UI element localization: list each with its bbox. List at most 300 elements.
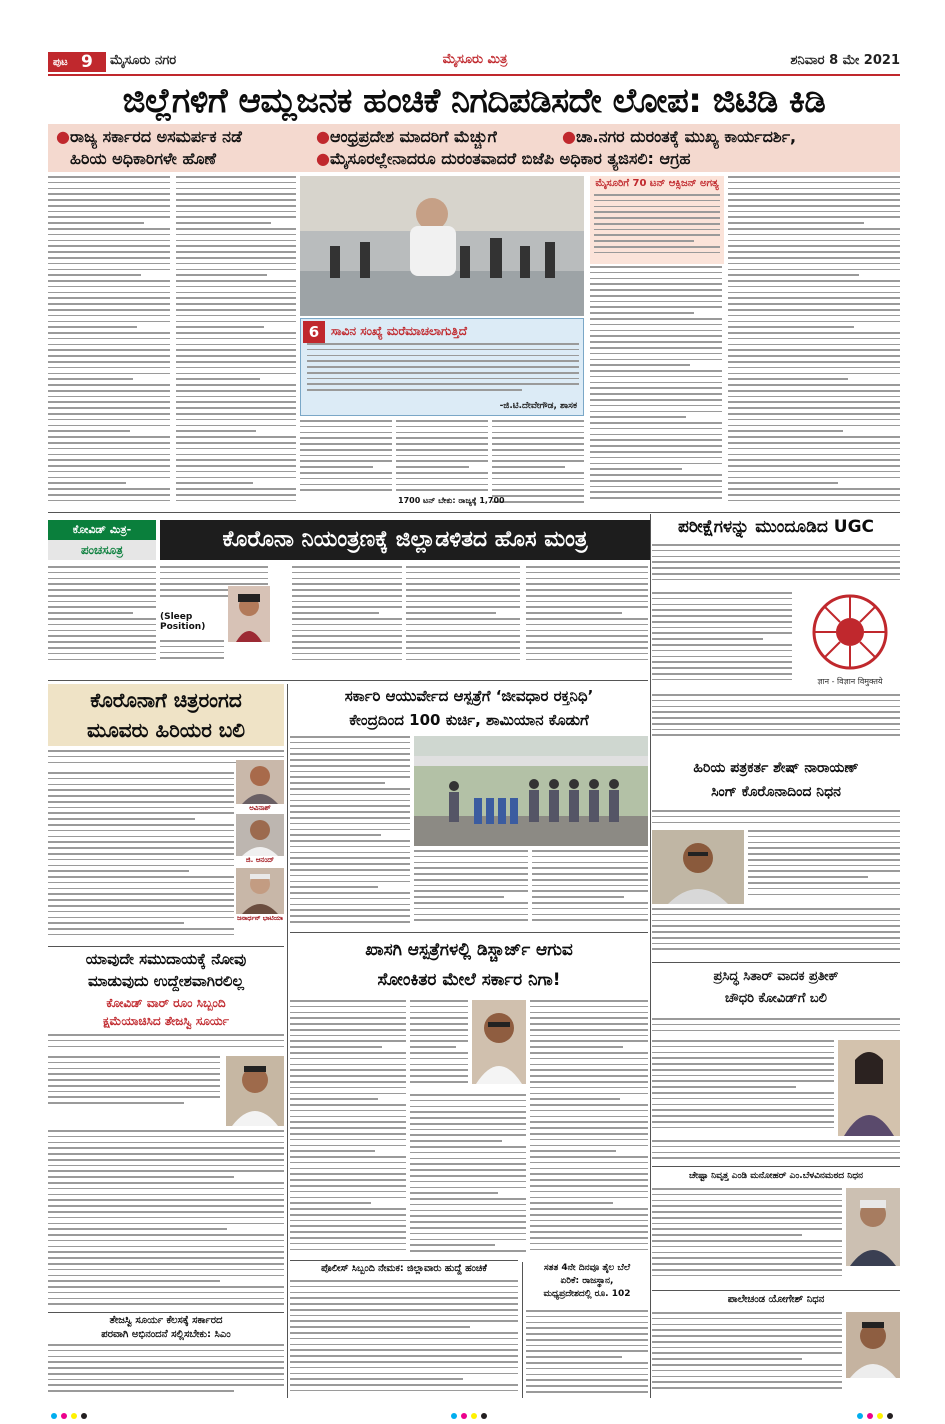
tejasvi-photo bbox=[226, 1056, 284, 1126]
text-line bbox=[530, 1069, 648, 1071]
text-line bbox=[290, 1355, 518, 1357]
text-line bbox=[530, 1225, 648, 1227]
text-line bbox=[290, 875, 410, 877]
text-line bbox=[590, 324, 722, 326]
text-line bbox=[48, 818, 195, 820]
text-line bbox=[652, 1030, 900, 1032]
text-line bbox=[652, 656, 792, 658]
text-line bbox=[652, 1252, 842, 1254]
paalech-headline: ಪಾಲೇಚಂಡ ಯೋಗೇಶ್ ನಿಧನ bbox=[727, 1294, 825, 1305]
text-line bbox=[48, 384, 170, 386]
text-line bbox=[48, 778, 234, 780]
text-line bbox=[48, 905, 234, 907]
text-line bbox=[48, 1240, 284, 1242]
text-line bbox=[48, 257, 170, 259]
text-line bbox=[176, 384, 296, 386]
text-line bbox=[176, 211, 296, 213]
sidebox-signature: -ಜಿ.ಟಿ.ದೇವೇಗೌಡ, ಶಾಸಕ bbox=[499, 401, 577, 411]
text-line bbox=[48, 309, 170, 311]
text-line bbox=[290, 794, 410, 796]
text-line bbox=[530, 1150, 616, 1152]
text-line bbox=[48, 378, 133, 380]
ugc-headline: ಪರೀಕ್ಷೆಗಳನ್ನು ಮುಂದೂಡಿದ UGC bbox=[677, 517, 874, 537]
text-line bbox=[290, 1390, 518, 1392]
text-line bbox=[410, 1181, 526, 1183]
text-line bbox=[414, 850, 528, 852]
text-line bbox=[492, 455, 584, 457]
text-line bbox=[728, 222, 864, 224]
text-line bbox=[48, 1367, 284, 1369]
lead-photo bbox=[300, 176, 584, 316]
text-line bbox=[300, 449, 392, 451]
discharge-headline-2: ಸೋಂಕಿತರ ಮೇಲೆ ಸರ್ಕಾರ ನಿಗಾ! bbox=[377, 970, 561, 990]
text-line bbox=[410, 1058, 468, 1060]
chitra-photo-1 bbox=[236, 760, 284, 804]
text-line bbox=[410, 1046, 456, 1048]
text-line bbox=[292, 589, 402, 591]
text-line bbox=[48, 193, 170, 195]
text-line bbox=[48, 583, 156, 585]
text-line bbox=[48, 286, 170, 288]
text-line bbox=[176, 234, 296, 236]
text-line bbox=[728, 454, 900, 456]
text-line bbox=[48, 349, 170, 351]
bottomleft-headline-1: ತೇಜಸ್ವಿ ಸೂರ್ಯ ಕೆಲಸಕ್ಕೆ ಸರ್ಕಾರದ bbox=[109, 1315, 223, 1326]
text-line bbox=[290, 1023, 406, 1025]
text-line bbox=[48, 578, 156, 580]
text-line bbox=[410, 1100, 526, 1102]
text-line bbox=[290, 1179, 406, 1181]
text-line bbox=[410, 1204, 526, 1206]
text-line bbox=[530, 1249, 648, 1251]
text-line bbox=[290, 1344, 518, 1346]
text-line bbox=[48, 1257, 284, 1259]
text-line bbox=[728, 309, 900, 311]
paalech-photo bbox=[846, 1312, 900, 1378]
text-line bbox=[290, 1017, 406, 1019]
lead-column-center-a bbox=[300, 420, 392, 496]
text-line bbox=[526, 653, 648, 655]
text-line bbox=[410, 1081, 468, 1083]
text-line bbox=[526, 1374, 648, 1376]
text-line bbox=[590, 434, 722, 436]
text-line bbox=[652, 1381, 842, 1383]
text-line bbox=[414, 856, 528, 858]
text-line bbox=[532, 919, 648, 921]
text-line bbox=[728, 216, 900, 218]
text-line bbox=[530, 1139, 648, 1141]
text-line bbox=[652, 937, 900, 939]
text-line bbox=[410, 1169, 526, 1171]
text-line bbox=[48, 612, 133, 614]
sathata-line-1: ಸತತ 4ನೇ ದಿನವೂ ತೈಲ ಬೆಲೆ bbox=[543, 1263, 631, 1273]
text-line bbox=[590, 370, 722, 372]
text-line bbox=[652, 1263, 842, 1265]
text-line bbox=[492, 501, 584, 503]
police-headline: ಪೊಲೀಸ್ ಸಿಬ್ಬಂದಿ ನೇಮಕ: ಜಿಲ್ಲಾವಾರು ಹುದ್ದೆ ಹಂಚಿಕೆ bbox=[321, 1263, 487, 1274]
page-label: ಪುಟ bbox=[53, 57, 68, 68]
covid-column-4 bbox=[406, 566, 520, 668]
text-line bbox=[176, 228, 296, 230]
text-line bbox=[176, 442, 296, 444]
text-line bbox=[176, 309, 296, 311]
text-line bbox=[48, 430, 130, 432]
text-line bbox=[290, 915, 410, 917]
text-line bbox=[652, 1018, 900, 1020]
police-text bbox=[290, 1280, 518, 1398]
text-line bbox=[48, 245, 170, 247]
text-line bbox=[594, 240, 694, 242]
text-line bbox=[414, 885, 528, 887]
text-line bbox=[590, 468, 682, 470]
text-line bbox=[48, 1373, 284, 1375]
text-line bbox=[48, 928, 234, 930]
text-line bbox=[48, 338, 170, 340]
text-line bbox=[590, 376, 722, 378]
text-line bbox=[748, 830, 900, 832]
text-line bbox=[48, 630, 156, 632]
text-line bbox=[530, 1029, 648, 1031]
text-line bbox=[410, 1140, 502, 1142]
text-line bbox=[396, 466, 469, 468]
text-line bbox=[406, 572, 520, 574]
text-line bbox=[48, 1199, 284, 1201]
text-line bbox=[292, 653, 402, 655]
text-line bbox=[290, 892, 410, 894]
text-line bbox=[290, 776, 410, 778]
text-line bbox=[652, 1080, 834, 1082]
text-line bbox=[406, 612, 496, 614]
text-line bbox=[290, 1286, 518, 1288]
text-line bbox=[594, 194, 720, 196]
text-line bbox=[48, 1298, 284, 1300]
text-line bbox=[652, 644, 792, 646]
text-line bbox=[290, 886, 378, 888]
text-line bbox=[176, 459, 296, 461]
text-line bbox=[728, 390, 900, 392]
text-line bbox=[307, 360, 579, 362]
paalech-text bbox=[652, 1312, 842, 1398]
text-line bbox=[48, 234, 170, 236]
text-line bbox=[414, 890, 528, 892]
text-line bbox=[48, 830, 234, 832]
text-line bbox=[406, 630, 520, 632]
text-line bbox=[48, 465, 170, 467]
text-line bbox=[652, 1257, 842, 1259]
text-line bbox=[530, 1012, 648, 1014]
text-line bbox=[526, 578, 648, 580]
text-line bbox=[410, 1134, 526, 1136]
text-line bbox=[590, 318, 722, 320]
text-line bbox=[48, 566, 156, 568]
text-line bbox=[492, 420, 584, 422]
text-line bbox=[652, 1200, 842, 1202]
text-line bbox=[48, 653, 156, 655]
text-line bbox=[590, 405, 722, 407]
text-line bbox=[410, 1192, 498, 1194]
text-line bbox=[160, 652, 224, 654]
text-line bbox=[492, 426, 584, 428]
text-line bbox=[526, 1379, 648, 1381]
text-line bbox=[728, 332, 900, 334]
text-line bbox=[728, 176, 900, 178]
text-line bbox=[176, 182, 296, 184]
text-line bbox=[290, 1349, 518, 1351]
chitra-photo-2 bbox=[236, 814, 284, 856]
text-line bbox=[406, 566, 520, 568]
text-line bbox=[307, 355, 579, 357]
bullet-5: ●ಮೈಸೂರಲ್ಲೇನಾದರೂ ದುರಂತವಾದರೆ ಬಿಜೆಪಿ ಅಧಿಕಾರ ತ್ಯಜಿಸಲಿ: ಆಗ್ರಹ bbox=[316, 149, 691, 168]
text-line bbox=[176, 349, 296, 351]
rule-before-paalech bbox=[652, 1290, 900, 1291]
bullet-1: ●ರಾಜ್ಯ ಸರ್ಕಾರದ ಅಸಮರ್ಪಕ ನಡೆ bbox=[56, 127, 242, 146]
text-line bbox=[396, 489, 488, 491]
text-line bbox=[48, 1040, 284, 1042]
text-line bbox=[532, 862, 648, 864]
text-line bbox=[290, 1162, 406, 1164]
text-line bbox=[652, 943, 900, 945]
text-line bbox=[590, 266, 722, 268]
oxygen-box-title: ಮೈಸೂರಿಗೆ 70 ಟನ್ ಆಕ್ಸಿಜನ್ ಅಗತ್ಯ bbox=[595, 178, 719, 189]
text-line bbox=[590, 463, 722, 465]
text-line bbox=[590, 347, 722, 349]
text-line bbox=[652, 1146, 900, 1148]
text-line bbox=[414, 867, 528, 869]
text-line bbox=[290, 1231, 406, 1233]
text-line bbox=[492, 489, 584, 491]
text-line bbox=[48, 1153, 284, 1155]
text-line bbox=[492, 495, 584, 497]
text-line bbox=[290, 1006, 406, 1008]
text-line bbox=[652, 1152, 900, 1154]
tag-top: ಕೋವಿಡ್ ಮಿತ್ರ- bbox=[48, 520, 156, 540]
text-line bbox=[176, 419, 296, 421]
text-line bbox=[290, 1292, 518, 1294]
text-line bbox=[652, 650, 792, 652]
text-line bbox=[48, 1251, 284, 1253]
text-line bbox=[48, 659, 156, 661]
text-line bbox=[48, 807, 234, 809]
text-line bbox=[652, 1347, 842, 1349]
text-line bbox=[406, 635, 520, 637]
text-line bbox=[526, 1345, 648, 1347]
text-line bbox=[176, 326, 264, 328]
text-line bbox=[176, 477, 296, 479]
text-line bbox=[590, 335, 722, 337]
text-line bbox=[48, 899, 234, 901]
text-line bbox=[530, 1231, 648, 1233]
lead-column-3 bbox=[590, 266, 722, 508]
text-line bbox=[652, 816, 900, 818]
text-line bbox=[176, 286, 296, 288]
text-line bbox=[492, 466, 565, 468]
text-line bbox=[652, 1052, 834, 1054]
text-line bbox=[526, 1339, 648, 1341]
text-line bbox=[290, 846, 410, 848]
text-line bbox=[590, 341, 722, 343]
text-line bbox=[410, 1017, 468, 1019]
text-line bbox=[48, 1205, 284, 1207]
registration-marks bbox=[48, 1406, 900, 1416]
text-line bbox=[290, 1373, 518, 1375]
text-line bbox=[492, 472, 584, 474]
text-line bbox=[532, 914, 648, 916]
text-line bbox=[290, 771, 410, 773]
text-line bbox=[410, 1146, 526, 1148]
chitra-headline-2: ಮೂವರು ಹಿರಿಯರ ಬಲಿ bbox=[86, 718, 246, 742]
text-line bbox=[652, 544, 900, 546]
text-line bbox=[748, 882, 900, 884]
text-line bbox=[176, 407, 296, 409]
text-line bbox=[292, 647, 402, 649]
text-line bbox=[48, 448, 170, 450]
text-line bbox=[290, 1168, 406, 1170]
text-line bbox=[307, 349, 579, 351]
text-line bbox=[410, 1210, 526, 1212]
text-line bbox=[176, 269, 296, 271]
oxygen-box-text bbox=[594, 194, 720, 260]
text-line bbox=[290, 1075, 406, 1077]
text-line bbox=[290, 1156, 406, 1158]
text-line bbox=[48, 332, 170, 334]
text-line bbox=[48, 1280, 220, 1282]
tag-bottom: ಪಂಚಸೂತ್ರ bbox=[48, 540, 156, 560]
text-line bbox=[590, 353, 722, 355]
sitar-headline-1: ಪ್ರಸಿದ್ಧ ಸಿತಾರ್ ವಾದಕ ಪ್ರತೀಕ್ bbox=[713, 969, 839, 984]
text-line bbox=[530, 1098, 620, 1100]
text-line bbox=[48, 893, 234, 895]
text-line bbox=[290, 753, 410, 755]
text-line bbox=[728, 286, 900, 288]
text-line bbox=[290, 1303, 518, 1305]
text-line bbox=[290, 1098, 378, 1100]
text-line bbox=[48, 847, 234, 849]
text-line bbox=[652, 592, 792, 594]
text-line bbox=[594, 200, 720, 202]
sathata-line-3: ಮಧ್ಯಪ್ರದೇಶದಲ್ಲಿ ರೂ. 102 bbox=[543, 1289, 631, 1299]
text-line bbox=[526, 1333, 648, 1335]
text-line bbox=[48, 1269, 284, 1271]
sathata-box bbox=[526, 1262, 648, 1306]
text-line bbox=[160, 566, 268, 568]
text-line bbox=[530, 1046, 623, 1048]
text-line bbox=[728, 205, 900, 207]
text-line bbox=[728, 442, 900, 444]
text-line bbox=[176, 303, 296, 305]
text-line bbox=[492, 443, 584, 445]
tailnote: 1700 ಟನ್ ಬೇಕು: ರಾಜ್ಯಕ್ಕೆ 1,700 bbox=[398, 496, 505, 505]
text-line bbox=[176, 488, 296, 490]
text-line bbox=[728, 269, 900, 271]
text-line bbox=[48, 1263, 284, 1265]
rule-before-sitar bbox=[652, 962, 900, 963]
text-line bbox=[48, 1079, 220, 1081]
text-line bbox=[652, 1098, 834, 1100]
text-line bbox=[48, 750, 284, 752]
text-line bbox=[48, 1096, 220, 1098]
text-line bbox=[410, 1123, 526, 1125]
text-line bbox=[652, 1057, 834, 1059]
text-line bbox=[48, 841, 234, 843]
text-line bbox=[290, 857, 410, 859]
ugc-column-bottom bbox=[652, 694, 900, 746]
text-line bbox=[652, 734, 900, 736]
text-line bbox=[530, 1185, 648, 1187]
text-line bbox=[590, 451, 722, 453]
text-line bbox=[410, 1158, 526, 1160]
text-line bbox=[652, 908, 900, 910]
text-line bbox=[594, 252, 720, 254]
text-line bbox=[48, 1275, 284, 1277]
sidebox-title: ಸಾವಿನ ಸಂಖ್ಯೆ ಮರೆಮಾಚಲಾಗುತ್ತಿದೆ bbox=[331, 324, 467, 338]
text-line bbox=[396, 460, 488, 462]
text-line bbox=[48, 436, 170, 438]
text-line bbox=[406, 595, 520, 597]
text-line bbox=[290, 1052, 406, 1054]
column-rule-right bbox=[650, 514, 651, 1398]
text-line bbox=[748, 865, 900, 867]
text-line bbox=[176, 245, 296, 247]
rule-before-cheshta bbox=[652, 1166, 900, 1167]
text-line bbox=[290, 1116, 406, 1118]
text-line bbox=[414, 908, 528, 910]
text-line bbox=[410, 1175, 526, 1177]
text-line bbox=[652, 550, 900, 552]
text-line bbox=[526, 1356, 622, 1358]
text-line bbox=[530, 1197, 648, 1199]
text-line bbox=[526, 624, 648, 626]
text-line bbox=[652, 1086, 796, 1088]
text-line bbox=[530, 1191, 648, 1193]
text-line bbox=[290, 852, 410, 854]
text-line bbox=[410, 1117, 526, 1119]
text-line bbox=[48, 1034, 284, 1036]
text-line bbox=[526, 612, 622, 614]
text-line bbox=[652, 661, 792, 663]
text-line bbox=[48, 344, 170, 346]
text-line bbox=[176, 494, 296, 496]
text-line bbox=[292, 635, 402, 637]
rule-before-police bbox=[290, 1260, 518, 1261]
text-line bbox=[728, 349, 900, 351]
text-line bbox=[290, 1361, 518, 1363]
text-line bbox=[526, 589, 648, 591]
text-line bbox=[48, 292, 170, 294]
text-line bbox=[290, 1320, 518, 1322]
text-line bbox=[48, 917, 234, 919]
text-line bbox=[526, 1310, 648, 1312]
text-line bbox=[530, 1040, 648, 1042]
text-line bbox=[48, 624, 156, 626]
text-line bbox=[728, 263, 900, 265]
text-line bbox=[406, 589, 520, 591]
text-line bbox=[532, 879, 648, 881]
text-line bbox=[748, 836, 900, 838]
text-line bbox=[48, 199, 170, 201]
text-line bbox=[590, 497, 722, 499]
chitra-headline-1: ಕೊರೊನಾಗೆ ಚಿತ್ರರಂಗದ bbox=[90, 688, 242, 712]
text-line bbox=[160, 578, 268, 580]
text-line bbox=[590, 306, 722, 308]
text-line bbox=[290, 1087, 406, 1089]
bullet-2: ●ಆಂಧ್ರಪ್ರದೇಶ ಮಾದರಿಗೆ ಮೆಚ್ಚುಗೆ bbox=[316, 127, 497, 146]
text-line bbox=[48, 618, 156, 620]
text-line bbox=[652, 609, 792, 611]
text-line bbox=[290, 840, 410, 842]
text-line bbox=[176, 355, 296, 357]
text-line bbox=[300, 443, 392, 445]
text-line bbox=[526, 1368, 648, 1370]
